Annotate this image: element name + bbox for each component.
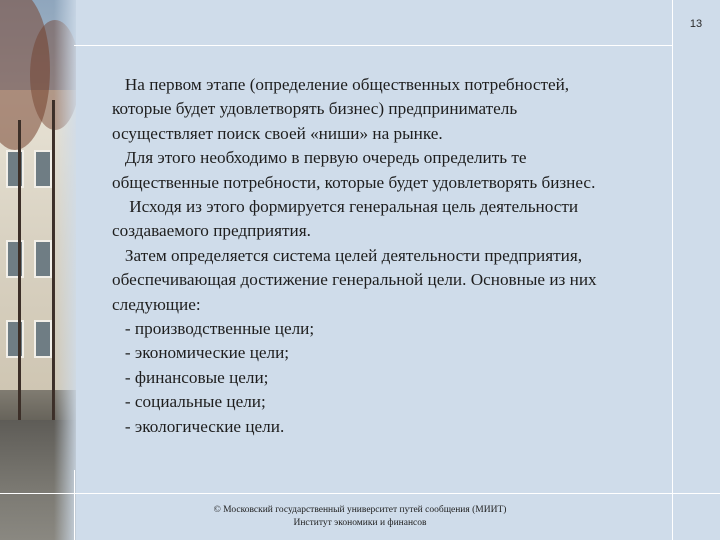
window (6, 150, 24, 188)
top-divider (74, 45, 672, 46)
window (6, 320, 24, 358)
footer-institute: Институт экономики и финансов (293, 518, 427, 528)
slide-body-text (112, 73, 702, 439)
window (34, 240, 52, 278)
page-number: 13 (689, 18, 703, 30)
window (6, 240, 24, 278)
text-line: создаваемого предприятия. (112, 221, 311, 241)
text-line: Для этого необходимо в первую очередь определить те (112, 148, 527, 168)
building-photo (0, 0, 76, 540)
list-item: - социальные цели; (112, 392, 266, 412)
text-line: которые будет удовлетворять бизнес) предприниматель (112, 99, 518, 119)
list-item: - экологические цели. (112, 416, 285, 436)
list-item: - экономические цели; (112, 343, 290, 363)
text-line: Затем определяется система целей деятельности предприятия, (112, 245, 583, 265)
bottom-left-divider (74, 470, 75, 540)
text-line: осуществляет поиск своей «ниши» на рынке. (112, 123, 443, 143)
text-line: Исходя из этого формируется генеральная цель деятельности (112, 197, 579, 217)
text-line: На первом этапе (определение общественных потребностей, (112, 75, 570, 94)
text-line: следующие: (112, 294, 201, 314)
footer (160, 504, 560, 530)
footer-copyright: © Московский государственный университет путей сообщения (МИИТ) (213, 505, 507, 515)
text-line: общественные потребности, которые будет удовлетворять бизнес. (112, 172, 596, 192)
list-item: - производственные цели; (112, 319, 315, 339)
window (34, 320, 52, 358)
text-line: обеспечивающая достижение генеральной цели. Основные из них (112, 270, 597, 290)
bottom-divider (0, 493, 720, 494)
photo-fade (54, 0, 76, 540)
list-item: - финансовые цели; (112, 367, 269, 387)
tree-trunk (18, 120, 21, 420)
window (34, 150, 52, 188)
